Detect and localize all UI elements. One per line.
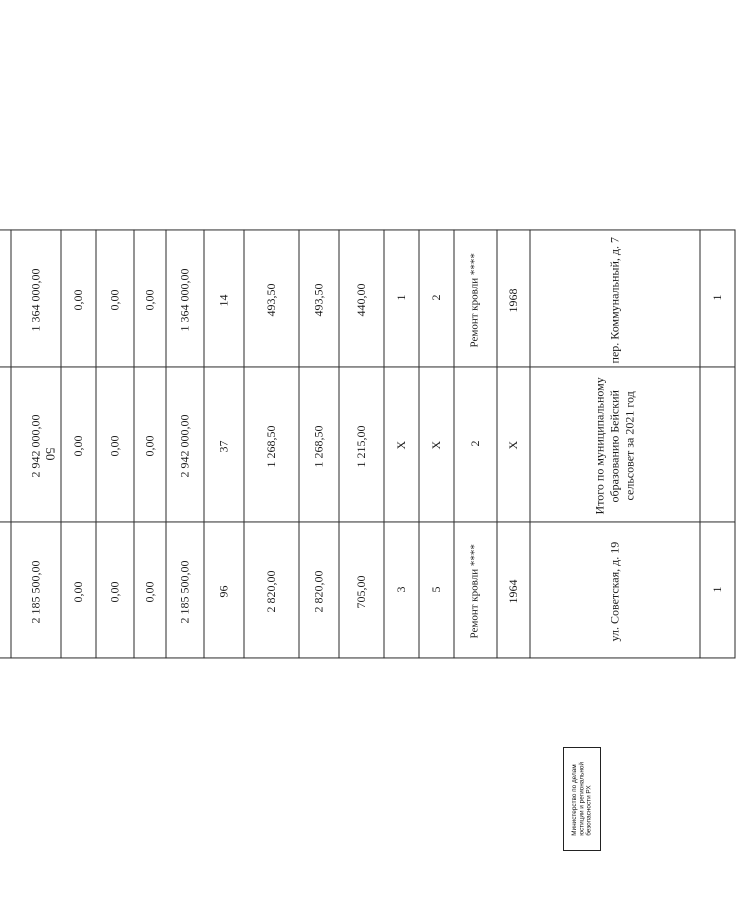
cell-c7: 2 185 500,00	[166, 522, 204, 658]
cell-c9: 0,00	[96, 522, 134, 658]
cell-c6: 37	[204, 367, 244, 522]
cell-c12	[0, 230, 11, 366]
cell-c4: 1 268,50	[299, 367, 339, 522]
cell-c12	[0, 522, 11, 658]
cell-c11: 2 185 500,00	[11, 522, 61, 658]
cell-c8: 0,00	[134, 367, 166, 522]
cell-c4: 2 820,00	[299, 522, 339, 658]
cell-year: 1968	[497, 230, 530, 366]
cell-c7: 1 364 000,00	[166, 230, 204, 366]
cell-c1: 5	[419, 522, 454, 658]
capital-repair-table	[0, 230, 736, 659]
ministry-stamp	[563, 747, 601, 851]
cell-work-type: Ремонт кровли ****	[454, 230, 497, 366]
table-row	[0, 522, 735, 658]
cell-c3: 440,00	[339, 230, 384, 366]
cell-c11: 1 364 000,00	[11, 230, 61, 366]
table-row	[0, 367, 735, 522]
cell-c10: 0,00	[61, 230, 96, 366]
cell-c8: 0,00	[134, 522, 166, 658]
cell-c5: 1 268,50	[244, 367, 299, 522]
cell-row-no: 1	[700, 522, 735, 658]
cell-row-no: 1	[700, 230, 735, 366]
cell-address: пер. Коммунальный, д. 7	[530, 230, 700, 366]
cell-c10: 0,00	[61, 522, 96, 658]
page-number: 50	[43, 447, 58, 461]
cell-c2: 3	[384, 522, 419, 658]
cell-c7: 2 942 000,00	[166, 367, 204, 522]
cell-c3: 705,00	[339, 522, 384, 658]
cell-address: Итого по муниципальному образованию Бейский сельсовет за 2021 год	[530, 367, 700, 522]
cell-c3: 1 215,00	[339, 367, 384, 522]
cell-c12	[0, 367, 11, 522]
cell-c9: 0,00	[96, 230, 134, 366]
cell-c6: 14	[204, 230, 244, 366]
cell-c1: X	[419, 367, 454, 522]
cell-work-type: Ремонт кровли ****	[454, 522, 497, 658]
cell-year: 1964	[497, 522, 530, 658]
cell-c4: 493,50	[299, 230, 339, 366]
cell-row-no	[700, 367, 735, 522]
cell-work-type: 2	[454, 367, 497, 522]
table-row	[0, 230, 735, 366]
cell-c9: 0,00	[96, 367, 134, 522]
cell-c6: 96	[204, 522, 244, 658]
cell-c10: 0,00	[61, 367, 96, 522]
stamp-text: Министерство по делам юстиции и региональной безопасности РХ	[570, 762, 593, 836]
cell-year: X	[497, 367, 530, 522]
cell-c5: 493,50	[244, 230, 299, 366]
cell-c5: 2 820,00	[244, 522, 299, 658]
cell-c2: X	[384, 367, 419, 522]
cell-c8: 0,00	[134, 230, 166, 366]
cell-c1: 2	[419, 230, 454, 366]
cell-c11: 2 942 000,00	[11, 367, 61, 522]
cell-c2: 1	[384, 230, 419, 366]
cell-address: ул. Советская, д. 19	[530, 522, 700, 658]
